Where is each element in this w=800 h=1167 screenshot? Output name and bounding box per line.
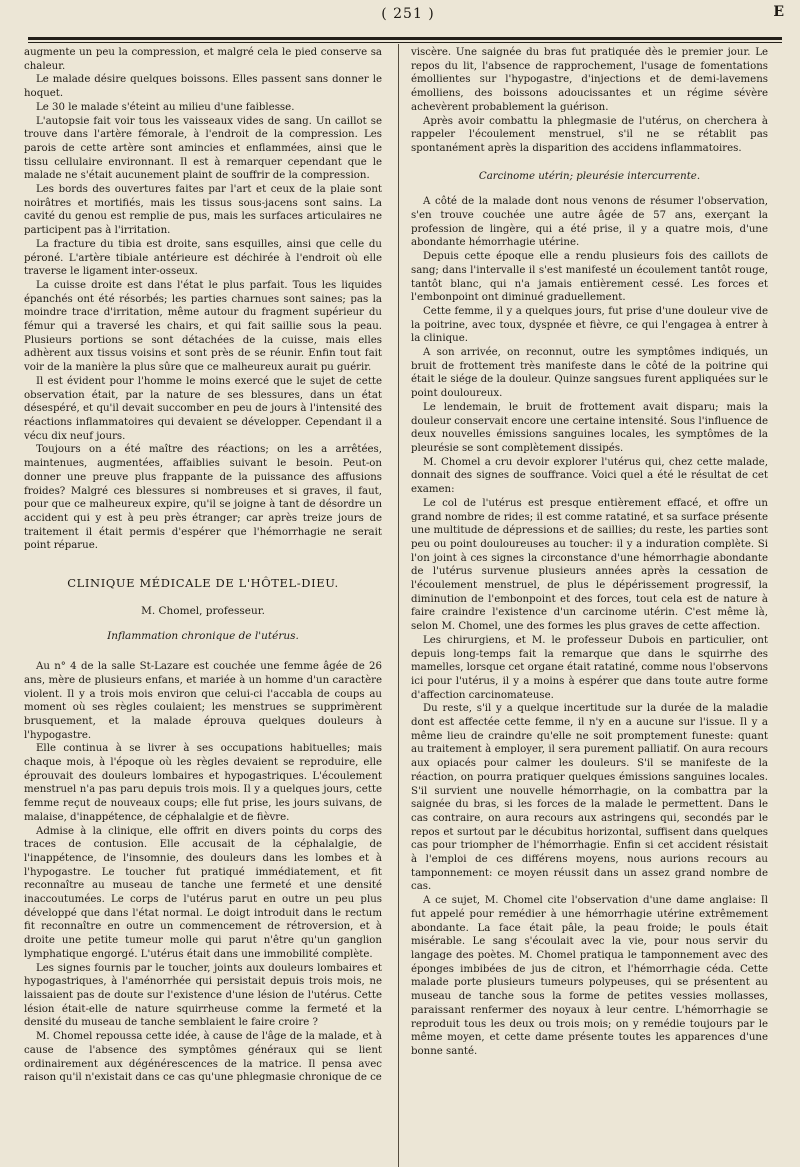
paragraph: Après avoir combattu la phlegmasie de l'utérus, on cherchera à rappeler l'écoulement menstruel, s'il ne se rétablit pas spontanément après la disparition des accidens inflammatoires. xyxy=(411,115,768,154)
paragraph: M. Chomel a cru devoir explorer l'utérus qui, chez cette malade, donnait des signes de souffrance. Voici quel a été le résultat de cet examen: xyxy=(411,456,768,496)
paragraph: Toujours on a été maître des réactions; on les a arrêtées, maintenues, augmentées, affaiblies suivant le besoin. Peut-on donner une preuve plus frappante de la puissance des affusions froides? Malgré ces blessures si nombreuses et si graves, il faut, pour que ce malheureux expire, qu'il se joigne à tant de désordre un accident qui y est à peu près étranger; car après treize jours de traitement il était permis d'espérer que l'hémorrhagie ne serait point réparue. xyxy=(24,444,382,552)
paragraph: Le malade désire quelques boissons. Elles passent sans donner le hoquet. xyxy=(24,74,382,100)
paragraph: Elle continua à se livrer à ses occupations habituelles; mais chaque mois, à l'époque où les règles devaient se reproduire, elle éprouvait des douleurs lombaires et hypogastriques. L'écoulement menstruel n'a pas paru depuis trois mois. Il y a quelques jours, cette femme reçut de nouveaux coups; elle fut prise, les jours suivans, de malaise, d'inappétence, de céphalalgie et de fièvre. xyxy=(24,743,382,823)
section-professor: M. Chomel, professeur. xyxy=(141,604,265,617)
section-title: CLINIQUE MÉDICALE DE L'HÔTEL-DIEU. xyxy=(67,576,339,591)
header-rule-thin xyxy=(28,42,782,43)
right-column xyxy=(411,46,768,1159)
section-subtitle: Carcinome utérin; pleurésie intercurrente. xyxy=(478,170,701,182)
paragraph: A son arrivée, on reconnut, outre les symptômes indiqués, un bruit de frottement très manifeste dans le côté de la poitrine qui était le siége de la douleur. Quinze sangsues furent appliquées sur le point douloureux. xyxy=(411,347,768,400)
paragraph: L'autopsie fait voir tous les vaisseaux vides de sang. Un caillot se trouve dans l'artère fémorale, à l'endroit de la compression. Les parois de cette artère sont amincies et enflammées, ainsi que le tissu cellulaire environnant. Il est à remarquer cependant que le malade ne s'était aucunement plaint de souffrir de la compression. xyxy=(24,115,382,182)
paragraph: M. Chomel repoussa cette idée, à cause de l'âge de la malade, et à cause de l'absence des symptômes généraux qui se lient ordinairement aux dégénérescences de la matrice. Il pensa avec raison qu'il n'existait dans ce cas qu'une phlegmasie chronique de ce xyxy=(24,1031,382,1084)
paragraph: A côté de la malade dont nous venons de résumer l'observation, s'en trouve couchée une autre âgée de 57 ans, exerçant la profession de lingère, qui a été prise, il y a quatre mois, d'une abondante hémorrhagie utérine. xyxy=(411,196,768,249)
paragraph: Au n° 4 de la salle St-Lazare est couchée une femme âgée de 26 ans, mère de plusieurs enfans, et mariée à un homme d'un caractère violent. Il y a trois mois environ que celui-ci l'accabla de coups au moment où ses règles coulaient; les menstrues se supprimèrent brusquement, et la malade éprouva quelques douleurs à l'hypogastre. xyxy=(24,661,382,741)
left-column xyxy=(24,46,382,1159)
section-subtitle: Inflammation chronique de l'utérus. xyxy=(107,630,299,643)
page-number: ( 251 ) xyxy=(381,6,435,22)
paragraph: A ce sujet, M. Chomel cite l'observation d'une dame anglaise: Il fut appelé pour remédier à une hémorrhagie utérine extrêmement abondante. La face était pâle, la peau froide; le pouls était misérable. Le sang s'écoulait avec la vie, pour nous servir du langage des poètes. M. Chomel pratiqua le tamponnement avec des éponges imbibées de jus de citron, et l'hémorrhagie céda. Cette malade porte plusieurs tumeurs polypeuses, qui se présentent au museau de tanche sous la forme de petites vessies mollasses, paraissant renfermer des noyaux à leur centre. L'hémorrhagie se reproduit tous les deux ou trois mois; on y remédie toujours par le même moyen, et cette dame présente toutes les apparences d'une bonne santé. xyxy=(411,895,768,1057)
paragraph: Il est évident pour l'homme le moins exercé que le sujet de cette observation était, par la nature de ses blessures, dans un état désespéré, et qu'il devait succomber en peu de jours à l'intensité des réactions inflammatoires qui devaient se développer. Cependant il a vécu dix neuf jours. xyxy=(24,375,382,442)
paragraph: Le 30 le malade s'éteint au milieu d'une faiblesse. xyxy=(36,101,295,113)
paragraph: Les bords des ouvertures faites par l'art et ceux de la plaie sont noirâtres et mortifiés, mais les tissus sous-jacens sont sains. La cavité du genou est remplie de pus, mais les surfaces articulaires ne participent pas à l'irritation. xyxy=(24,184,382,237)
paragraph: Du reste, s'il y a quelque incertitude sur la durée de la maladie dont est affectée cette femme, il n'y en a aucune sur l'issue. Il y a même lieu de craindre qu'elle ne soit promptement funeste: quant au traitement à employer, il sera purement palliatif. On aura recours aux opiacés pour calmer les douleurs. S'il se manifeste de la réaction, on pourra pratiquer quelques émissions sanguines locales. S'il survient une nouvelle hémorrhagie, on la combattra par la saignée du bras, si les forces de la malade le permettent. Dans le cas contraire, on aura recours aux astringens qui, secondés par le repos et surtout par le décubitus horizontal, suffisent dans quelques cas pour triompher de l'hémorrhagie. Enfin si cet accident résistait à l'emploi de ces différens moyens, nous aurions recours au tamponnement: ce moyen réussit dans un assez grand nombre de cas. xyxy=(411,703,768,893)
column-divider xyxy=(398,44,399,1167)
paragraph: Cette femme, il y a quelques jours, fut prise d'une douleur vive de la poitrine, avec toux, dyspnée et fièvre, ce qui l'engagea à entrer à la clinique. xyxy=(411,305,768,345)
paragraph: Les signes fournis par le toucher, joints aux douleurs lombaires et hypogastriques, à l'aménorrhée qui persistait depuis trois mois, ne laissaient pas de doute sur l'existence d'une lésion de l'utérus. Cette lésion était-elle de nature squirrheuse comme la fermeté et la densité du museau de tanche semblaient le faire croire ? xyxy=(24,962,382,1029)
paragraph: La fracture du tibia est droite, sans esquilles, ainsi que celle du péroné. L'artère tibiale antérieure est déchirée à l'endroit où elle traverse le ligament inter-osseux. xyxy=(24,238,382,278)
left-paragraphs-before xyxy=(24,46,382,553)
page-header xyxy=(28,4,788,32)
paragraph: augmente un peu la compression, et malgré cela le pied conserve sa chaleur. xyxy=(24,47,382,72)
paragraph: Admise à la clinique, elle offrit en divers points du corps des traces de contusion. Elle accusait de la céphalalgie, de l'inappétence, de l'insomnie, des douleurs dans les lombes et à l'hypogastre. Le toucher fut pratiqué immédiatement, et fit reconnaître au museau de tanche une fermeté et une densité inaccoutumées. Le corps de l'utérus parut en outre un peu plus développé que dans l'état normal. Le doigt introduit dans le rectum fit reconnaître en outre un commencement de rétroversion, et à droite une petite tumeur molle qui parut n'être qu'un ganglion lymphatique engorgé. L'utérus était dans une immobilité complète. xyxy=(24,825,382,960)
left-paragraphs-after xyxy=(24,660,382,1085)
paragraph: Le col de l'utérus est presque entièrement effacé, et offre un grand nombre de rides; il est comme ratatiné, et sa surface présente une multitude de dépressions et de saillies; du reste, les parties sont peu ou point douloureuses au toucher: il y a induration complète. Si l'on joint à ces signes la circonstance d'une hémorrhagie abondante de l'utérus survenue plusieurs années après la cessation de l'écoulement menstruel, de plus le dépérissement progressif, la diminution de l'embonpoint et des forces, tout cela est de nature à faire craindre l'existence d'un carcinome utérin. C'est même là, selon M. Chomel, une des formes les plus graves de cette affection. xyxy=(411,497,768,633)
corner-mark: E xyxy=(773,4,784,20)
right-paragraphs-before xyxy=(411,46,768,156)
right-paragraphs-after xyxy=(411,195,768,1058)
header-rule-thick xyxy=(28,37,782,40)
paragraph: Les chirurgiens, et M. le professeur Dubois en particulier, ont depuis long-temps fait la remarque que dans le squirrhe des mamelles, lorsque cet organe était ratatiné, comme nous l'observons ici pour l'utérus, il y a moins à espérer que dans toute autre forme d'affection carcinomateuse. xyxy=(411,634,768,701)
paragraph: Le lendemain, le bruit de frottement avait disparu; mais la douleur conservait encore une certaine intensité. Sous l'influence de deux nouvelles émissions sanguines locales, les symptômes de la pleurésie se sont complètement dissipés. xyxy=(411,401,768,454)
paragraph: viscère. Une saignée du bras fut pratiquée dès le premier jour. Le repos du lit, l'absence de rapprochement, l'usage de fomentations émollientes sur l'hypogastre, d'injections et de demi-lavemens émolliens, des boissons adoucissantes et un régime sévère achevèrent probablement la guérison. xyxy=(411,47,768,113)
paragraph: La cuisse droite est dans l'état le plus parfait. Tous les liquides épanchés ont été résorbés; les parties charnues sont saines; pas la moindre trace d'irritation, même autour du fragment supérieur du fémur qui a traversé les chairs, et qui fait saillie sous la peau. Plusieurs portions se sont détachées de la cuisse, mais elles adhèrent aux tissus voisins et sont près de se réunir. Enfin tout fait voir de la manière la plus sûre que ce malheureux aurait pu guérir. xyxy=(24,279,382,374)
paragraph: Depuis cette époque elle a rendu plusieurs fois des caillots de sang; dans l'intervalle il s'est manifesté un écoulement tantôt rouge, tantôt blanc, qui n'a jamais entièrement cessé. Les forces et l'embonpoint ont diminué graduellement. xyxy=(411,251,768,304)
